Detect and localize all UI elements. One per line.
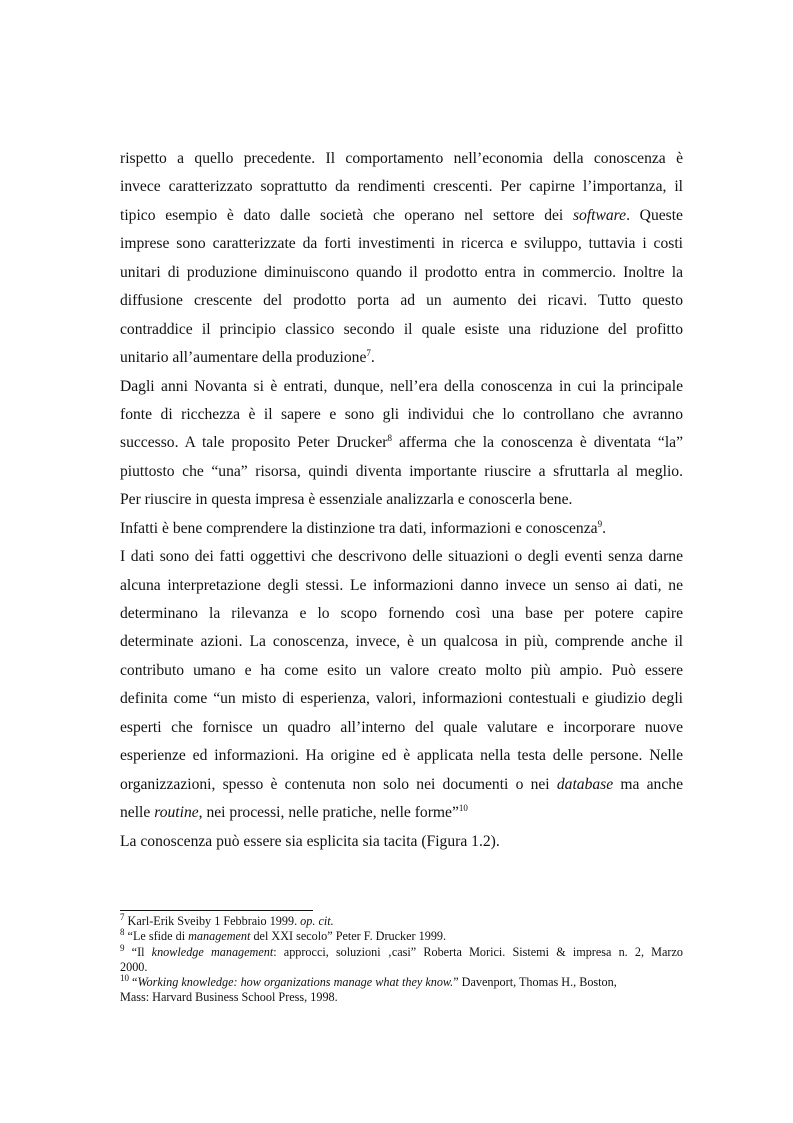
footnote-text: “Il [124,944,152,959]
text-line: contributo umano e ha come esito un valore creato molto più ampio. Può essere [120,661,683,679]
footnote-number: 9 [120,942,125,953]
text-span: . [602,519,606,537]
text-line [120,202,683,230]
text-line: contraddice il principio classico secondo il quale esiste una riduzione del profitto [120,320,683,338]
footnote-text: : approcci, soluzioni ‚casi” Roberta Morici. Sistemi & impresa n. 2, Marzo [273,944,683,959]
footnote-italic: Working knowledge: how organizations manage what they know. [137,975,454,990]
footnote-9-continuation: 2000. [120,959,148,974]
text-line: definita come “un misto di esperienza, valori, informazioni contestuali e giudizio degli [120,690,683,708]
text-span: Infatti è bene comprendere la distinzione tra dati, informazioni e conoscenza [120,519,598,537]
text-span: unitario all’aumentare della produzione [120,349,367,367]
footnote-10-continuation: Mass: Harvard Business School Press, 1998. [120,990,338,1005]
italic-term: routine [154,804,199,822]
text-span: nelle [120,804,155,822]
text-line: Dagli anni Novanta si è entrati, dunque, nell’era della conoscenza in cui la principale [120,377,683,395]
text-line: esperti che fornisce un quadro all’interno del quale valutare e incorporare nuove [120,718,683,736]
text-span: afferma che la conoscenza è diventata “la” [391,434,683,452]
footnote-italic: knowledge management [151,944,274,959]
text-line: rispetto a quello precedente. Il comportamento nell’economia della conoscenza è [120,150,683,167]
text-line [120,344,683,372]
text-line [120,771,683,799]
text-line: esperienze ed informazioni. Ha origine ed è applicata nella testa delle persone. Nelle [120,747,683,765]
footnote-text: “ [129,975,138,990]
footnote-ref: 8 [387,433,392,444]
text-line: piuttosto che “una” risorsa, quindi diventa importante riuscire a sfruttarla al meglio. [120,462,683,480]
text-line: La conoscenza può essere sia esplicita sia tacita (Figura 1.2). [120,832,500,850]
text-span: successo. A tale proposito Peter Drucker [120,434,388,452]
text-line: unitari di produzione diminuiscono quando il prodotto entra in commercio. Inoltre la [120,263,683,281]
text-line: determinano la rilevanza e lo scopo fornendo così una base per potere capire [120,605,683,622]
text-span: , nei processi, nelle pratiche, nelle forme” [198,804,459,822]
text-span: tipico esempio è dato dalle società che operano nel settore dei [120,206,573,224]
footnote-number: 7 [120,911,125,922]
footnote-9 [120,942,683,960]
footnote-ref: 7 [366,347,371,358]
footnote-ref: 9 [597,518,603,529]
text-line: fonte di ricchezza è il sapere e sono gli individui che lo controllano che avranno [120,405,683,423]
text-line: diffusione crescente del prodotto porta ad un aumento dei ricavi. Tutto questo [120,292,683,310]
footnotes [120,910,683,1006]
footnote-number: 8 [120,927,125,938]
text-line [120,799,683,827]
text-line: determinate azioni. La conoscenza, invece, è un qualcosa in più, comprende anche il [120,633,683,651]
text-line: Per riuscire in questa impresa è essenziale analizzarla e conoscerla bene. [120,491,573,509]
footnote-italic: op. cit. [300,914,334,928]
text-line: alcuna interpretazione degli stessi. Le informazioni danno invece un senso ai dati, ne [120,576,683,594]
footnote-text: Karl-Erik Sveiby 1 Febbraio 1999. [124,914,301,928]
footnote-italic: management [188,929,251,944]
text-span: ma anche [613,775,683,793]
text-line: invece caratterizzato soprattutto da rendimenti crescenti. Per capirne l’importanza, il [120,178,683,196]
footnote-text: ” Davenport, Thomas H., Boston, [453,975,617,990]
text-span: . [370,349,375,367]
text-line: imprese sono caratterizzate da forti investimenti in ricerca e sviluppo, tuttavia i costi [120,235,683,253]
text-line [120,429,683,457]
text-line [120,515,683,543]
footnote-separator [120,910,313,911]
footnote-number: 10 [120,973,129,984]
text-line: I dati sono dei fatti oggettivi che descrivono delle situazioni o degli eventi senza darne [120,548,683,566]
footnote-ref: 10 [458,802,468,813]
italic-term: software [572,206,627,224]
footnote-text: del XXI secolo” Peter F. Drucker 1999. [250,929,447,944]
footnote-10 [120,975,683,990]
italic-term: database [556,775,614,793]
footnote-7 [120,911,683,929]
text-span: organizzazioni, spesso è contenuta non solo nei documenti o nei [120,775,557,793]
text-span: . Queste [626,206,683,224]
footnote-8 [120,929,683,944]
main-text [120,145,683,856]
footnote-text: “Le sfide di [124,929,189,944]
